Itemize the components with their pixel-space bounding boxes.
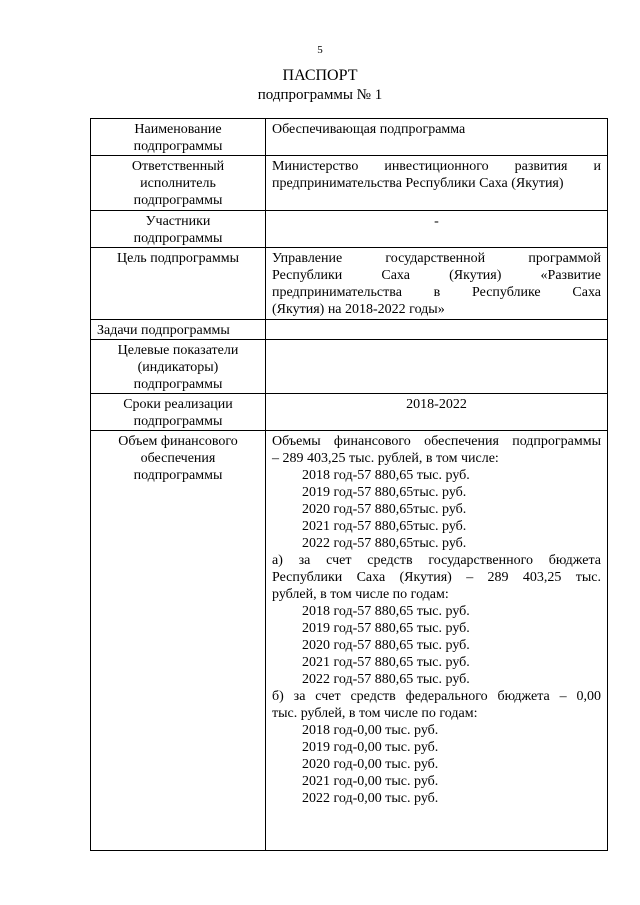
value-cell	[266, 394, 608, 431]
label-line: подпрограммы	[133, 468, 223, 483]
label-line: (индикаторы)	[137, 360, 219, 375]
funding-intro-line: Объемы финансового обеспечения подпрограммы	[272, 434, 601, 449]
label-line: Участники	[145, 214, 211, 229]
regional-intro-line: а) за счет средств государственного бюджета	[272, 553, 601, 568]
label-line: обеспечения	[140, 451, 216, 466]
funding-year: 2018 год-57 880,65 тыс. руб.	[302, 468, 470, 483]
table-row-goal	[91, 248, 608, 320]
label-cell	[91, 211, 266, 248]
funding-year: 2019 год-57 880,65тыс. руб.	[302, 485, 467, 500]
regional-intro-line: рублей, в том числе по годам:	[272, 587, 449, 602]
label-line: Целевые показатели	[117, 343, 239, 358]
table-row-funding	[91, 431, 608, 851]
value-line: предпринимательства Республики Саха (Якутия)	[272, 176, 564, 191]
label-cell	[91, 320, 266, 340]
regional-year: 2021 год-57 880,65 тыс. руб.	[302, 655, 470, 670]
federal-intro-line: б) за счет средств федерального бюджета – 0,00	[272, 689, 601, 704]
value-text: Обеспечивающая подпрограмма	[272, 122, 466, 137]
value-cell	[266, 340, 608, 394]
label-cell	[91, 431, 266, 851]
passport-table	[90, 118, 608, 851]
label-line: подпрограммы	[133, 414, 223, 429]
table-row-name	[91, 119, 608, 156]
federal-intro-line: тыс. рублей, в том числе по годам:	[272, 706, 478, 721]
federal-year: 2021 год-0,00 тыс. руб.	[302, 774, 439, 789]
value-line: Управление государственной программой	[272, 251, 601, 266]
funding-year: 2020 год-57 880,65тыс. руб.	[302, 502, 467, 517]
label-line: подпрограммы	[133, 231, 223, 246]
regional-year: 2022 год-57 880,65 тыс. руб.	[302, 672, 470, 687]
document-title: ПАСПОРТ	[282, 67, 358, 84]
regional-year: 2020 год-57 880,65 тыс. руб.	[302, 638, 470, 653]
value-line: предпринимательства в Республике Саха	[272, 285, 601, 300]
label-line: подпрограммы	[133, 377, 223, 392]
table-row-terms	[91, 394, 608, 431]
table-row-indicators	[91, 340, 608, 394]
label-line: подпрограммы	[133, 139, 223, 154]
funding-year: 2021 год-57 880,65тыс. руб.	[302, 519, 467, 534]
label-line: исполнитель	[140, 176, 216, 191]
label-cell	[91, 394, 266, 431]
document-subtitle: подпрограммы № 1	[257, 87, 383, 103]
label-line: Задачи подпрограммы	[97, 323, 230, 338]
federal-year: 2020 год-0,00 тыс. руб.	[302, 757, 439, 772]
value-text: 2018-2022	[406, 397, 467, 412]
value-line: (Якутия) на 2018-2022 годы»	[272, 302, 445, 317]
value-line: Министерство инвестиционного развития и	[272, 159, 601, 174]
page-number: 5	[317, 44, 323, 56]
label-cell	[91, 248, 266, 320]
funding-intro-line: – 289 403,25 тыс. рублей, в том числе:	[272, 451, 499, 466]
value-line: Республики Саха (Якутия) «Развитие	[272, 268, 601, 283]
value-text: -	[434, 214, 439, 229]
label-line: Сроки реализации	[123, 397, 233, 412]
label-line: Наименование	[134, 122, 222, 137]
federal-year: 2019 год-0,00 тыс. руб.	[302, 740, 439, 755]
label-line: Ответственный	[131, 159, 225, 174]
label-line: Объем финансового	[118, 434, 238, 449]
label-line: Цель подпрограммы	[117, 251, 239, 266]
value-cell	[266, 211, 608, 248]
table-row-tasks	[91, 320, 608, 340]
regional-year: 2018 год-57 880,65 тыс. руб.	[302, 604, 470, 619]
value-cell	[266, 248, 608, 320]
value-cell	[266, 119, 608, 156]
value-cell	[266, 320, 608, 340]
label-cell	[91, 156, 266, 211]
regional-intro-line: Республики Саха (Якутия) – 289 403,25 тыс.	[272, 570, 601, 585]
federal-year: 2018 год-0,00 тыс. руб.	[302, 723, 439, 738]
table-row-participants	[91, 211, 608, 248]
regional-year: 2019 год-57 880,65 тыс. руб.	[302, 621, 470, 636]
federal-year: 2022 год-0,00 тыс. руб.	[302, 791, 439, 806]
label-cell	[91, 119, 266, 156]
value-cell	[266, 156, 608, 211]
label-line: подпрограммы	[133, 193, 223, 208]
funding-year: 2022 год-57 880,65тыс. руб.	[302, 536, 467, 551]
table-row-executor	[91, 156, 608, 211]
value-cell	[266, 431, 608, 851]
label-cell	[91, 340, 266, 394]
